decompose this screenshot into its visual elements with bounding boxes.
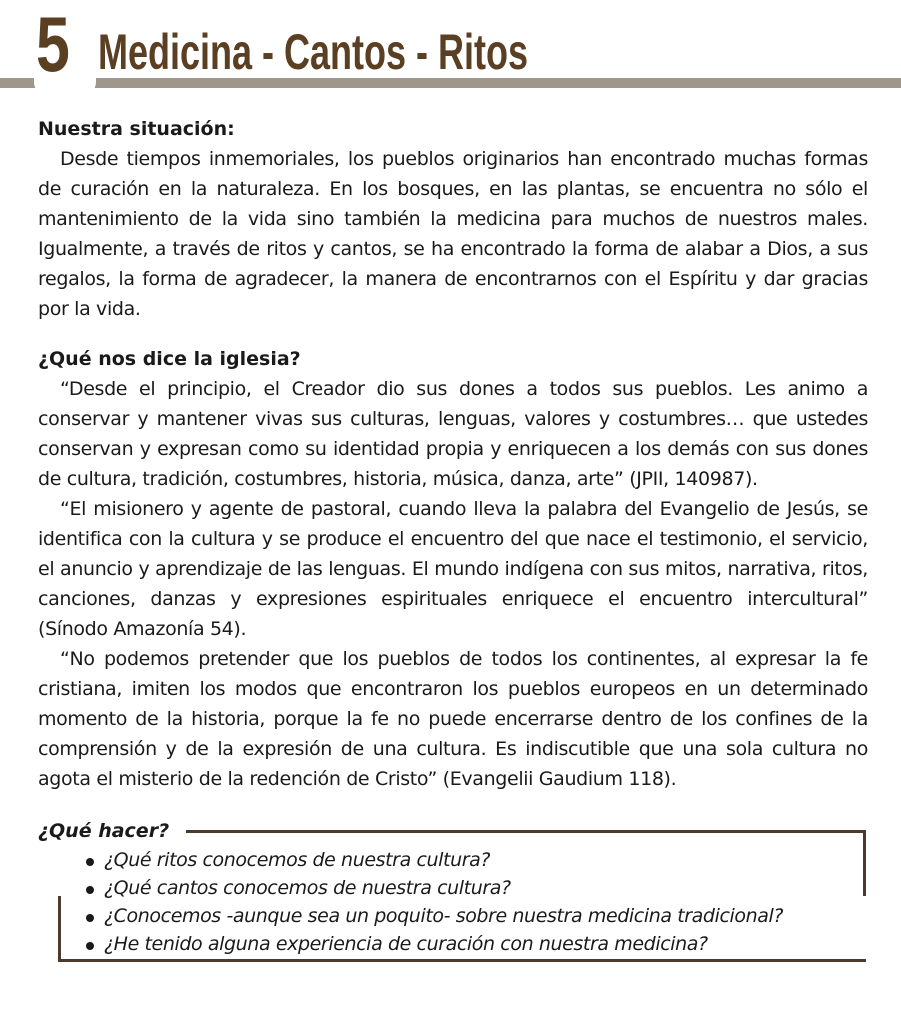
chapter-content (38, 114, 868, 970)
question-item: ¿Qué ritos conocemos de nuestra cultura? (86, 846, 783, 874)
question-item: ¿Qué cantos conocemos de nuestra cultura? (86, 874, 783, 902)
section-heading-iglesia: ¿Qué nos dice la iglesia? (38, 348, 301, 370)
paragraph: Desde tiempos inmemoriales, los pueblos originarios han encontrado muchas formas de curación en la naturaleza. En los bosques, en las plantas, se encuentra no sólo el mantenimiento de la vida sino también la medicina para muchos de nuestros males. Igualmente, a través de ritos y cantos, se ha encontrado la forma de alabar a Dios, a sus regalos, la forma de agradecer, la manera de encontrarnos con el Espíritu y dar gracias por la vida. (38, 148, 868, 320)
quote-paragraph: “El misionero y agente de pastoral, cuando lleva la palabra del Evangelio de Jesús, se identifica con la cultura y se produce el encuentro del que nace el testimonio, el servicio, el anuncio y aprendizaje de las lenguas. El mundo indígena con sus mitos, narrativa, ritos, canciones, danzas y expresiones espirituales enriquece el encuentro intercultural” (Sínodo Amazonía 54). (38, 498, 868, 640)
section-situacion (38, 114, 868, 324)
chapter-number: 5 (36, 0, 70, 88)
question-list (86, 846, 783, 958)
chapter-title: Medicina - Cantos - Ritos (98, 24, 529, 80)
chapter-header (0, 0, 901, 100)
quote-paragraph: “No podemos pretender que los pueblos de todos los continentes, al expresar la fe cristiana, imiten los modos que encontraron los pueblos europeos en un determinado momento de la historia, porque la fe no puede encerrarse dentro de los confines de la comprensión y de la expresión de una cultura. Es indiscutible que una sola cultura no agota el misterio de la redención de Cristo” (Evangelii Gaudium 118). (38, 648, 868, 790)
question-item: ¿Conocemos -aunque sea un poquito- sobre nuestra medicina tradicional? (86, 902, 783, 930)
section-hacer (38, 814, 868, 970)
frame-line (863, 830, 866, 896)
frame-line (58, 959, 866, 962)
section-heading-situacion: Nuestra situación: (38, 118, 235, 140)
question-item: ¿He tenido alguna experiencia de curación con nuestra medicina? (86, 930, 783, 958)
section-heading-hacer: ¿Qué hacer? (38, 820, 170, 842)
quote-paragraph: “Desde el principio, el Creador dio sus dones a todos sus pueblos. Les animo a conservar y mantener vivas sus culturas, lenguas, valores y costumbres… que ustedes conservan y expresan como su identidad propia y enriquecen a los demás con sus dones de cultura, tradición, costumbres, historia, música, danza, arte” (JPII, 140987). (38, 378, 868, 490)
frame-line (58, 896, 61, 962)
section-iglesia (38, 344, 868, 794)
frame-line (186, 830, 866, 833)
